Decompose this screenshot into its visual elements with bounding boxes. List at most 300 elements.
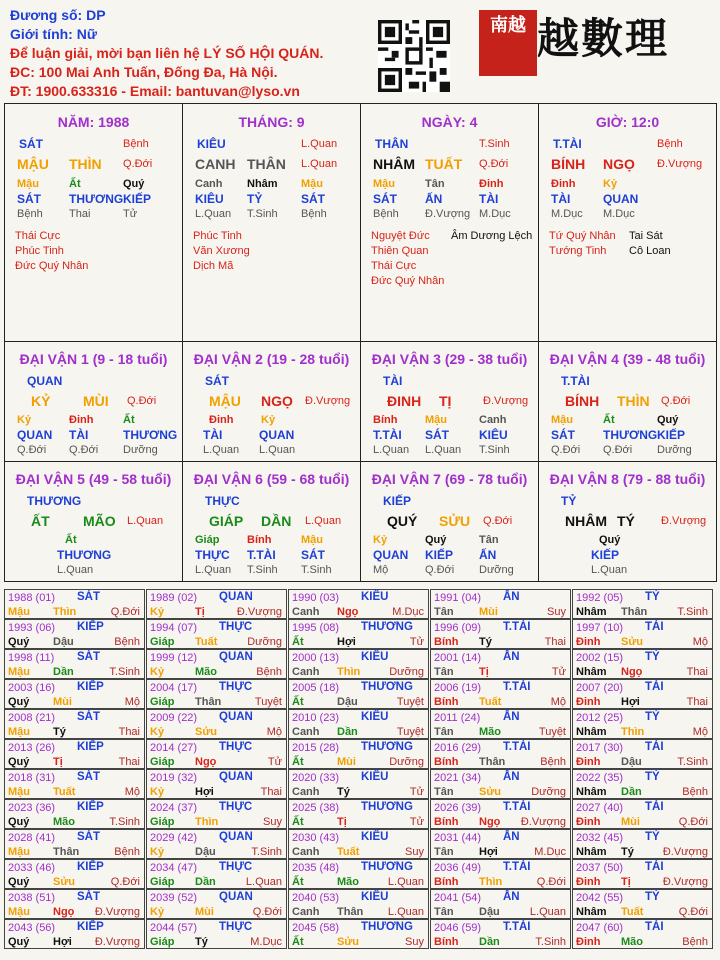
year-label: 2036 (49) bbox=[434, 862, 482, 874]
pillar-title: GIỜ: 12:0 bbox=[595, 114, 660, 130]
pillar-title: NĂM: 1988 bbox=[57, 114, 130, 130]
year-stem: Ất bbox=[292, 876, 304, 888]
contact-line: Để luận giải, mời bạn liên hệ LÝ SỐ HỘI QUÁN. bbox=[10, 45, 324, 61]
dai-van-title: ĐẠI VẬN 3 (29 - 38 tuổi) bbox=[371, 351, 528, 367]
year-cell bbox=[4, 739, 145, 769]
year-table bbox=[4, 589, 716, 955]
year-label: 2045 (58) bbox=[292, 922, 340, 934]
year-cell bbox=[4, 919, 145, 949]
year-god: SÁT bbox=[77, 891, 100, 903]
year-branch: Tuất bbox=[53, 786, 76, 798]
pillar-cell bbox=[360, 103, 539, 342]
year-stem: Ất bbox=[292, 936, 304, 948]
year-stem: Mậu bbox=[8, 786, 30, 798]
dai-van-god: T.TÀI bbox=[561, 374, 590, 388]
dai-van-hidden-stem: Mậu bbox=[551, 414, 573, 426]
year-stem: Quý bbox=[8, 936, 30, 948]
dai-van-god-row: KIÊU bbox=[479, 428, 508, 442]
year-cell bbox=[430, 709, 571, 739]
year-stem: Tân bbox=[434, 846, 454, 858]
year-cell bbox=[430, 739, 571, 769]
year-god: TỶ bbox=[645, 831, 660, 843]
year-cell bbox=[146, 769, 287, 799]
year-stage: Thai bbox=[260, 786, 282, 798]
year-branch: Dậu bbox=[53, 636, 74, 648]
year-stem: Nhâm bbox=[576, 726, 607, 738]
year-stem: Canh bbox=[292, 906, 320, 918]
year-branch: Tị bbox=[195, 606, 205, 618]
year-cell bbox=[146, 829, 287, 859]
dai-van-stage: Q.Đới bbox=[69, 444, 99, 456]
year-label: 1998 (11) bbox=[8, 652, 55, 664]
year-cell bbox=[4, 709, 145, 739]
pillar-stem-branch: Q.Đới bbox=[123, 158, 153, 170]
year-cell bbox=[430, 649, 571, 679]
year-branch: Hợi bbox=[195, 786, 214, 798]
year-stem: Canh bbox=[292, 606, 320, 618]
dai-van-god: THƯƠNG bbox=[27, 494, 82, 508]
pillar-star: Văn Xương bbox=[193, 245, 250, 257]
dai-van-god-row: SÁT bbox=[301, 548, 325, 562]
year-branch: Ngọ bbox=[479, 816, 501, 828]
pillar-top-god: THÂN bbox=[375, 137, 409, 151]
dai-van-stem-branch: NHÂM bbox=[565, 513, 607, 529]
year-branch: Thìn bbox=[337, 666, 361, 678]
year-branch: Tuất bbox=[479, 696, 502, 708]
year-branch: Mùi bbox=[621, 816, 640, 828]
year-stem: Giáp bbox=[150, 636, 175, 648]
dai-van-stage: L.Quan bbox=[373, 444, 410, 456]
dai-van-stem-branch: NGỌ bbox=[261, 393, 293, 409]
pillar-god: SÁT bbox=[373, 192, 397, 206]
year-stem: Bính bbox=[434, 756, 459, 768]
year-cell bbox=[146, 589, 287, 619]
year-label: 2018 (31) bbox=[8, 772, 56, 784]
pillar-hidden-stem: Canh bbox=[195, 178, 223, 190]
year-branch: Mão bbox=[337, 876, 359, 888]
dai-van-stem-branch: TÝ bbox=[617, 513, 635, 529]
pillar-top-stage: T.Sinh bbox=[479, 138, 510, 150]
dai-van-god-row: KIẾP bbox=[425, 548, 454, 562]
year-branch: Thìn bbox=[53, 606, 77, 618]
year-stage: L.Quan bbox=[529, 906, 566, 918]
dai-van-cell bbox=[538, 461, 717, 582]
year-label: 2011 (24) bbox=[434, 712, 481, 724]
dai-van-stage: Q.Đới bbox=[551, 444, 581, 456]
year-stem: Mậu bbox=[8, 846, 30, 858]
year-label: 2032 (45) bbox=[576, 832, 624, 844]
year-stage: L.Quan bbox=[387, 876, 424, 888]
gender-line: Giới tính: Nữ bbox=[10, 26, 97, 42]
dai-van-stem-branch: Q.Đới bbox=[661, 395, 691, 407]
year-god: QUAN bbox=[219, 831, 253, 843]
year-god: THỰC bbox=[219, 861, 253, 873]
year-cell bbox=[146, 739, 287, 769]
year-branch: Mão bbox=[195, 666, 217, 678]
year-stem: Đinh bbox=[576, 876, 601, 888]
dai-van-god: THỰC bbox=[205, 494, 240, 508]
year-god: KIẾP bbox=[77, 621, 104, 633]
year-stem: Mậu bbox=[8, 906, 30, 918]
dai-van-hidden-stem: Mậu bbox=[301, 534, 323, 546]
year-stem: Ất bbox=[292, 816, 304, 828]
dai-van-stem-branch: MÃO bbox=[83, 513, 116, 529]
pillar-hidden-stem: Tân bbox=[425, 178, 445, 190]
year-label: 2016 (29) bbox=[434, 742, 482, 754]
pillar-stage: M.Dục bbox=[479, 208, 511, 220]
year-stage: Bệnh bbox=[256, 666, 282, 678]
year-god: THƯƠNG bbox=[361, 921, 413, 933]
dai-van-stem-branch: Đ.Vượng bbox=[661, 515, 707, 527]
year-label: 1993 (06) bbox=[8, 622, 56, 634]
dai-van-stage: Q.Đới bbox=[17, 444, 47, 456]
dai-van-hidden-stem: Giáp bbox=[195, 534, 220, 546]
year-stage: Suy bbox=[405, 936, 424, 948]
year-stage: Tuyệt bbox=[538, 726, 566, 738]
year-stem: Kỷ bbox=[150, 786, 165, 798]
dai-van-stage: L.Quan bbox=[57, 564, 94, 576]
year-god: KIẾP bbox=[77, 741, 104, 753]
year-stem: Tân bbox=[434, 786, 454, 798]
year-cell bbox=[146, 709, 287, 739]
year-branch: Tý bbox=[53, 726, 66, 738]
dai-van-god: KIẾP bbox=[383, 494, 412, 508]
pillar-stage: Bệnh bbox=[301, 208, 327, 220]
year-cell bbox=[4, 619, 145, 649]
year-god: SÁT bbox=[77, 831, 100, 843]
year-god: SÁT bbox=[77, 771, 100, 783]
dai-van-stage: Dưỡng bbox=[657, 444, 692, 456]
year-label: 2027 (40) bbox=[576, 802, 624, 814]
pillar-star: Nguyệt Đức bbox=[371, 230, 430, 242]
year-god: QUAN bbox=[219, 891, 253, 903]
pillar-god: TÀI bbox=[551, 192, 571, 206]
year-label: 2028 (41) bbox=[8, 832, 56, 844]
year-cell bbox=[572, 679, 713, 709]
year-stem: Canh bbox=[292, 786, 320, 798]
year-stem: Kỷ bbox=[150, 906, 165, 918]
year-label: 2035 (48) bbox=[292, 862, 340, 874]
pillar-star: Phúc Tinh bbox=[15, 245, 64, 257]
year-god: QUAN bbox=[219, 591, 253, 603]
year-branch: Sửu bbox=[479, 786, 502, 798]
year-cell bbox=[146, 619, 287, 649]
year-cell bbox=[288, 619, 429, 649]
year-cell bbox=[572, 769, 713, 799]
year-branch: Thìn bbox=[195, 816, 219, 828]
dai-van-stem-branch: THÌN bbox=[617, 393, 650, 409]
pillar-star: Đức Quý Nhân bbox=[371, 275, 445, 287]
year-branch: Thân bbox=[195, 696, 222, 708]
year-label: 2031 (44) bbox=[434, 832, 482, 844]
dai-van-hidden-stem: Ất bbox=[603, 414, 615, 426]
dai-van-stage: Q.Đới bbox=[425, 564, 455, 576]
year-stem: Giáp bbox=[150, 816, 175, 828]
year-stem: Bính bbox=[434, 936, 459, 948]
year-label: 2022 (35) bbox=[576, 772, 624, 784]
dai-van-god-row: SÁT bbox=[425, 428, 449, 442]
year-cell bbox=[146, 919, 287, 949]
year-cell bbox=[430, 799, 571, 829]
year-branch: Dần bbox=[621, 786, 642, 798]
year-cell bbox=[288, 739, 429, 769]
dai-van-god-row: T.TÀI bbox=[247, 548, 276, 562]
year-label: 2020 (33) bbox=[292, 772, 340, 784]
year-label: 2034 (47) bbox=[150, 862, 198, 874]
year-branch: Mùi bbox=[53, 696, 72, 708]
qr-code-icon bbox=[378, 20, 450, 92]
year-branch: Ngọ bbox=[621, 666, 643, 678]
year-label: 1989 (02) bbox=[150, 592, 198, 604]
year-stem: Mậu bbox=[8, 666, 30, 678]
pillar-title: NGÀY: 4 bbox=[421, 114, 478, 130]
year-god: T.TÀI bbox=[503, 861, 531, 873]
year-branch: Mùi bbox=[337, 756, 356, 768]
address-line: ĐC: 100 Mai Anh Tuấn, Đống Đa, Hà Nội. bbox=[10, 64, 278, 80]
year-cell bbox=[288, 589, 429, 619]
year-god: ẤN bbox=[503, 711, 520, 723]
year-stem: Giáp bbox=[150, 756, 175, 768]
year-stem: Đinh bbox=[576, 636, 601, 648]
year-cell bbox=[572, 859, 713, 889]
pillar-stem-branch: CANH bbox=[195, 156, 236, 172]
pillar-top-god: SÁT bbox=[19, 137, 43, 151]
dai-van-stem-branch: L.Quan bbox=[127, 515, 164, 527]
pillar-hidden-stem: Ất bbox=[69, 178, 81, 190]
year-cell bbox=[288, 649, 429, 679]
dai-van-hidden-stem: Mậu bbox=[425, 414, 447, 426]
year-branch: Sửu bbox=[195, 726, 218, 738]
year-stage: Bệnh bbox=[540, 756, 566, 768]
year-god: TỶ bbox=[645, 771, 660, 783]
year-stage: Bệnh bbox=[682, 786, 708, 798]
pillar-cell bbox=[538, 103, 717, 342]
dai-van-god-row: THƯƠNG bbox=[57, 548, 112, 562]
dai-van-god-row: TÀI bbox=[69, 428, 89, 442]
pillar-god: QUAN bbox=[603, 192, 639, 206]
year-stem: Nhâm bbox=[576, 906, 607, 918]
year-stage: Thai bbox=[118, 726, 140, 738]
dai-van-title: ĐẠI VẬN 7 (69 - 78 tuổi) bbox=[371, 471, 528, 487]
pillar-hidden-stem: Đinh bbox=[551, 178, 576, 190]
year-cell bbox=[146, 679, 287, 709]
year-stem: Kỷ bbox=[150, 726, 165, 738]
year-label: 2001 (14) bbox=[434, 652, 482, 664]
year-stem: Kỷ bbox=[150, 846, 165, 858]
pillar-hidden-stem: Mậu bbox=[17, 178, 39, 190]
year-god: QUAN bbox=[219, 651, 253, 663]
year-god: TÀI bbox=[645, 741, 664, 753]
year-stem: Bính bbox=[434, 696, 459, 708]
year-label: 2043 (56) bbox=[8, 922, 56, 934]
year-stage: Mộ bbox=[124, 786, 140, 798]
year-god: THỰC bbox=[219, 681, 253, 693]
year-label: 2023 (36) bbox=[8, 802, 56, 814]
pillar-star: Thái Cực bbox=[15, 230, 61, 242]
year-branch: Tuất bbox=[337, 846, 360, 858]
year-branch: Thân bbox=[479, 756, 506, 768]
dai-van-stage: Dưỡng bbox=[123, 444, 158, 456]
year-stage: Q.Đới bbox=[252, 906, 282, 918]
dai-van-stem-branch: Đ.Vượng bbox=[483, 395, 529, 407]
year-god: KIÊU bbox=[361, 651, 389, 663]
year-god: ẤN bbox=[503, 591, 520, 603]
dai-van-stem-branch: QUÝ bbox=[387, 513, 418, 529]
year-cell bbox=[288, 679, 429, 709]
year-god: QUAN bbox=[219, 711, 253, 723]
pillar-title: THÁNG: 9 bbox=[238, 114, 305, 130]
pillar-stem-branch: BÍNH bbox=[551, 156, 586, 172]
year-stem: Mậu bbox=[8, 726, 30, 738]
dai-van-title: ĐẠI VẬN 5 (49 - 58 tuổi) bbox=[15, 471, 172, 487]
dai-van-stem-branch: DẦN bbox=[261, 513, 292, 529]
year-stem: Bính bbox=[434, 636, 459, 648]
pillar-god: KIẾP bbox=[123, 192, 152, 206]
dai-van-god-row: THƯƠNG bbox=[123, 428, 178, 442]
pillar-stem-branch: NHÂM bbox=[373, 156, 415, 172]
year-label: 2002 (15) bbox=[576, 652, 624, 664]
dai-van-god-row: ẤN bbox=[479, 548, 497, 562]
dai-van-title: ĐẠI VẬN 1 (9 - 18 tuổi) bbox=[19, 351, 168, 367]
owner-line: Đương số: DP bbox=[10, 7, 106, 23]
year-stem: Giáp bbox=[150, 936, 175, 948]
year-god: THỰC bbox=[219, 801, 253, 813]
year-label: 1995 (08) bbox=[292, 622, 340, 634]
year-cell bbox=[146, 799, 287, 829]
pillar-star: Tứ Quý Nhân bbox=[549, 230, 616, 242]
year-label: 1991 (04) bbox=[434, 592, 482, 604]
year-label: 2037 (50) bbox=[576, 862, 624, 874]
dai-van-god-row: QUAN bbox=[259, 428, 295, 442]
dai-van-god-row: KIẾP bbox=[591, 548, 620, 562]
year-stem: Quý bbox=[8, 756, 30, 768]
year-stem: Canh bbox=[292, 846, 320, 858]
year-stage: Tử bbox=[409, 816, 424, 828]
year-label: 2012 (25) bbox=[576, 712, 624, 724]
year-stem: Canh bbox=[292, 666, 320, 678]
year-label: 1997 (10) bbox=[576, 622, 624, 634]
year-branch: Dần bbox=[337, 726, 358, 738]
year-cell bbox=[572, 739, 713, 769]
year-stem: Quý bbox=[8, 816, 30, 828]
year-branch: Dậu bbox=[195, 846, 216, 858]
pillar-cell bbox=[182, 103, 361, 342]
year-god: KIẾP bbox=[77, 681, 104, 693]
year-stem: Tân bbox=[434, 606, 454, 618]
year-label: 2008 (21) bbox=[8, 712, 56, 724]
year-cell bbox=[572, 589, 713, 619]
pillar-star: Tướng Tinh bbox=[549, 245, 607, 257]
year-god: THƯƠNG bbox=[361, 801, 413, 813]
pillar-hidden-stem: Mậu bbox=[373, 178, 395, 190]
year-cell bbox=[430, 859, 571, 889]
year-label: 2013 (26) bbox=[8, 742, 56, 754]
year-stage: Tử bbox=[409, 636, 424, 648]
year-label: 1994 (07) bbox=[150, 622, 198, 634]
year-branch: Tuất bbox=[195, 636, 218, 648]
year-god: T.TÀI bbox=[503, 741, 531, 753]
year-branch: Dần bbox=[53, 666, 74, 678]
dai-van-god: TỶ bbox=[561, 494, 577, 508]
year-branch: Sửu bbox=[621, 636, 644, 648]
year-god: THƯƠNG bbox=[361, 741, 413, 753]
dai-van-stage: L.Quan bbox=[195, 564, 232, 576]
year-stage: Thai bbox=[544, 636, 566, 648]
year-stage: Bệnh bbox=[682, 936, 708, 948]
year-cell bbox=[146, 649, 287, 679]
year-stage: Đ.Vượng bbox=[520, 816, 566, 828]
pillar-god: TÀI bbox=[479, 192, 499, 206]
year-stem: Nhâm bbox=[576, 846, 607, 858]
year-god: SÁT bbox=[77, 591, 100, 603]
year-stem: Giáp bbox=[150, 876, 175, 888]
dai-van-stem-branch: BÍNH bbox=[565, 393, 600, 409]
year-stage: Suy bbox=[405, 846, 424, 858]
dai-van-hidden-stem: Đinh bbox=[209, 414, 234, 426]
year-god: KIÊU bbox=[361, 891, 389, 903]
dai-van-stem-branch: SỬU bbox=[439, 513, 471, 529]
dai-van-cell bbox=[182, 461, 361, 582]
dai-van-hidden-stem: Quý bbox=[425, 534, 447, 546]
year-stage: Mộ bbox=[692, 726, 708, 738]
year-stem: Kỷ bbox=[150, 666, 165, 678]
year-stage: Suy bbox=[547, 606, 566, 618]
pillar-stage: Bệnh bbox=[17, 208, 43, 220]
year-branch: Thân bbox=[621, 606, 648, 618]
year-branch: Tị bbox=[621, 876, 631, 888]
year-label: 2024 (37) bbox=[150, 802, 198, 814]
year-cell bbox=[4, 829, 145, 859]
pillar-god: ẤN bbox=[425, 192, 443, 206]
year-god: TÀI bbox=[645, 921, 664, 933]
year-cell bbox=[430, 679, 571, 709]
pillar-star-right: Cô Loan bbox=[629, 245, 671, 257]
year-cell bbox=[430, 619, 571, 649]
year-label: 2004 (17) bbox=[150, 682, 198, 694]
dai-van-god: QUAN bbox=[27, 374, 63, 388]
pillar-top-stage: L.Quan bbox=[301, 138, 338, 150]
year-label: 1992 (05) bbox=[576, 592, 624, 604]
year-stage: M.Dục bbox=[250, 936, 282, 948]
dai-van-stage: Mộ bbox=[373, 564, 389, 576]
brand-logo-text: 越數理 bbox=[537, 14, 670, 63]
year-branch: Tuất bbox=[621, 906, 644, 918]
year-label: 1996 (09) bbox=[434, 622, 482, 634]
pillar-star: Thiên Quan bbox=[371, 245, 429, 257]
pillar-stage: L.Quan bbox=[195, 208, 232, 220]
year-stage: Đ.Vượng bbox=[662, 846, 708, 858]
year-stage: Thai bbox=[118, 756, 140, 768]
year-branch: Mão bbox=[479, 726, 501, 738]
year-stem: Đinh bbox=[576, 936, 601, 948]
year-god: KIÊU bbox=[361, 831, 389, 843]
year-stem: Tân bbox=[434, 726, 454, 738]
year-god: ẤN bbox=[503, 891, 520, 903]
year-label: 2030 (43) bbox=[292, 832, 340, 844]
year-god: KIÊU bbox=[361, 711, 389, 723]
dai-van-stage: L.Quan bbox=[203, 444, 240, 456]
year-label: 2010 (23) bbox=[292, 712, 340, 724]
year-stage: Mộ bbox=[692, 636, 708, 648]
pillar-top-god: KIÊU bbox=[197, 137, 226, 151]
year-stage: Mộ bbox=[124, 696, 140, 708]
pillar-cell bbox=[4, 103, 183, 342]
pillar-god: SÁT bbox=[17, 192, 41, 206]
year-cell bbox=[4, 859, 145, 889]
year-god: T.TÀI bbox=[503, 621, 531, 633]
dai-van-stage: T.Sinh bbox=[301, 564, 332, 576]
dai-van-god-row: QUAN bbox=[17, 428, 53, 442]
